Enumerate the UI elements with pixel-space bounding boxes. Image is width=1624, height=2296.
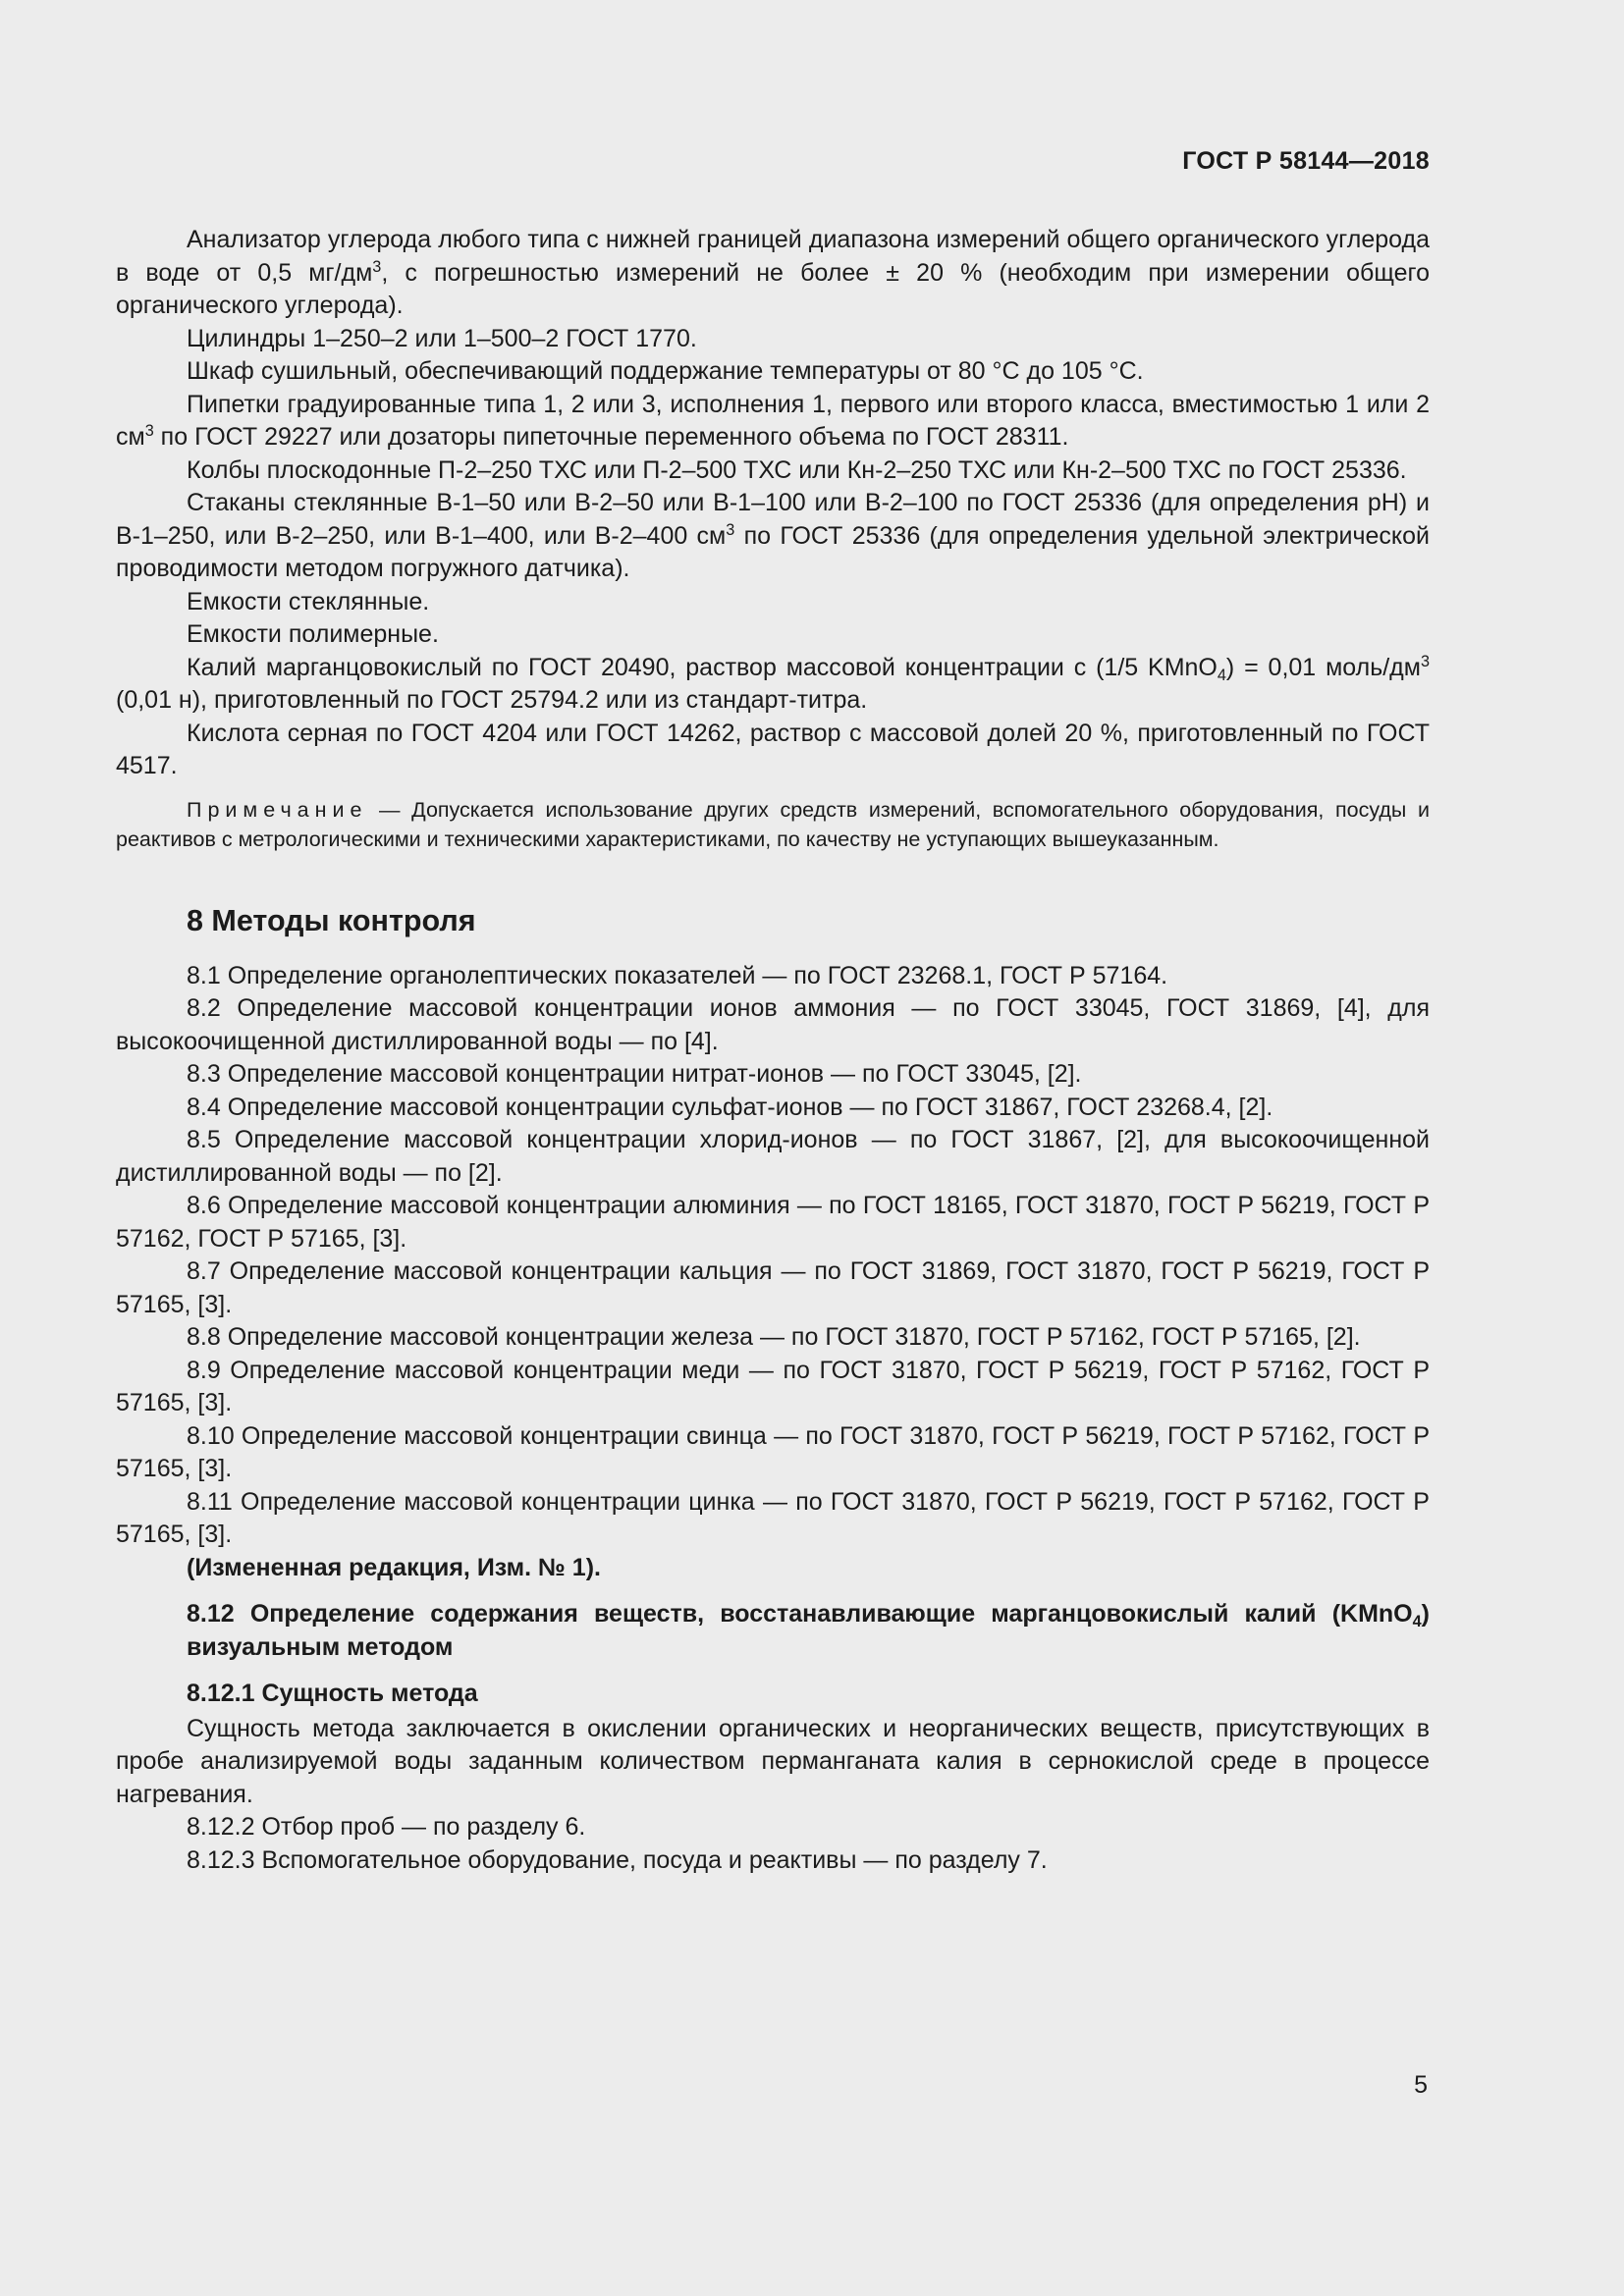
list-item: 8.7 Определение массовой концентрации кальция — по ГОСТ 31869, ГОСТ 31870, ГОСТ Р 56219, ГОСТ Р 57165, [3]. — [116, 1257, 1430, 1318]
equipment-pipettes: Пипетки градуированные типа 1, 2 или 3, исполнения 1, первого или второго класса, вместимостью 1 или 2 $см^3$ по ГОСТ 29227 или дозаторы пипеточные переменного объема по ГОСТ 28311. — [116, 390, 1430, 451]
subsection-8-12-2: 8.12.2 Отбор проб — по разделу 6. — [187, 1813, 586, 1841]
list-item: 8.1 Определение органолептических показателей — по ГОСТ 23268.1, ГОСТ Р 57164. — [187, 961, 1168, 989]
equipment-flasks: Колбы плоскодонные П-2–250 ТХС или П-2–500 ТХС или Кн-2–250 ТХС или Кн-2–500 ТХС по ГОСТ 25336. — [187, 455, 1407, 484]
list-item: 8.6 Определение массовой концентрации алюминия — по ГОСТ 18165, ГОСТ 31870, ГОСТ Р 56219, ГОСТ Р 57162, ГОСТ Р 57165, [3]. — [116, 1192, 1430, 1253]
equipment-glass-containers: Емкости стеклянные. — [187, 587, 430, 615]
note-text: — Допускается использование других средств измерений, вспомогательного оборудования, посуды и реактивов с метрологическими и техническими характеристиками, по качеству не уступающих вышеуказанным. — [116, 797, 1430, 851]
list-item: 8.2 Определение массовой концентрации ионов аммония — по ГОСТ 33045, ГОСТ 31869, [4], для высокоочищенной дистиллированной воды — по [4]. — [116, 994, 1430, 1055]
equipment-analyzer: Анализатор углерода любого типа с нижней границей диапазона измерений общего органического углерода в воде от 0,5 $мг/дм^3$, с погрешностью измерений не более ± 20 % (необходим при измерении общего органического углерода). — [116, 226, 1430, 319]
list-item: 8.3 Определение массовой концентрации нитрат-ионов — по ГОСТ 33045, [2]. — [187, 1060, 1082, 1088]
list-item: 8.5 Определение массовой концентрации хлорид-ионов — по ГОСТ 31867, [2], для высокоочищенной дистиллированной воды — по [2]. — [116, 1126, 1430, 1187]
note-label: Примечание — [187, 797, 368, 822]
list-item: 8.9 Определение массовой концентрации меди — по ГОСТ 31870, ГОСТ Р 56219, ГОСТ Р 57162, ГОСТ Р 57165, [3]. — [116, 1356, 1430, 1416]
equipment-polymer-containers: Емкости полимерные. — [187, 620, 439, 648]
note — [116, 795, 1430, 854]
list-item: 8.4 Определение массовой концентрации сульфат-ионов — по ГОСТ 31867, ГОСТ 23268.4, [2]. — [187, 1093, 1273, 1121]
page-number: 5 — [1414, 2071, 1428, 2099]
amendment-note: (Измененная редакция, Изм. № 1). — [187, 1553, 601, 1581]
section-8-title: 8 Методы контроля — [187, 903, 476, 937]
document-body — [116, 224, 1430, 1877]
equipment-beakers: Стаканы стеклянные В-1–50 или В-2–50 или В-1–100 или В-2–100 по ГОСТ 25336 (для определения pH) и В-1–250, или В-2–250, или В-1–400, или В-2–400 $см^3$ по ГОСТ 25336 (для определения удельной электрической проводимости методом погружного датчика). — [116, 489, 1430, 582]
subsection-8-12-1-title: 8.12.1 Сущность метода — [187, 1680, 478, 1707]
list-item: 8.11 Определение массовой концентрации цинка — по ГОСТ 31870, ГОСТ Р 56219, ГОСТ Р 57162, ГОСТ Р 57165, [3]. — [116, 1487, 1430, 1548]
list-item: 8.8 Определение массовой концентрации железа — по ГОСТ 31870, ГОСТ Р 57162, ГОСТ Р 57165, [2]. — [187, 1323, 1361, 1351]
standard-number-header: ГОСТ Р 58144—2018 — [1182, 147, 1430, 175]
equipment-oven: Шкаф сушильный, обеспечивающий поддержание температуры от 80 °С до 105 °С. — [187, 357, 1144, 385]
subsection-8-12-title: 8.12 Определение содержания веществ, восстанавливающие марганцовокислый калий (KMnO$_4$) визуальным методом — [187, 1600, 1430, 1661]
equipment-cylinders: Цилиндры 1–250–2 или 1–500–2 ГОСТ 1770. — [187, 324, 697, 352]
equipment-sulfuric-acid: Кислота серная по ГОСТ 4204 или ГОСТ 14262, раствор с массовой долей 20 %, приготовленный по ГОСТ 4517. — [116, 719, 1430, 779]
subsection-8-12-1-text: Сущность метода заключается в окислении органических и неорганических веществ, присутствующих в пробе анализируемой воды заданным количеством перманганата калия в сернокислой среде в процессе нагревания. — [116, 1714, 1430, 1808]
subsection-8-12-3: 8.12.3 Вспомогательное оборудование, посуда и реактивы — по разделу 7. — [187, 1845, 1048, 1874]
list-item: 8.10 Определение массовой концентрации свинца — по ГОСТ 31870, ГОСТ Р 56219, ГОСТ Р 57162, ГОСТ Р 57165, [3]. — [116, 1421, 1430, 1482]
equipment-kmno4: Калий марганцовокислый по ГОСТ 20490, раствор массовой концентрации с (1/5 KMnO$_4$) = 0,01 моль/$дм^3$ (0,01 н), приготовленный по ГОСТ 25794.2 или из стандарт-титра. — [116, 652, 1430, 714]
